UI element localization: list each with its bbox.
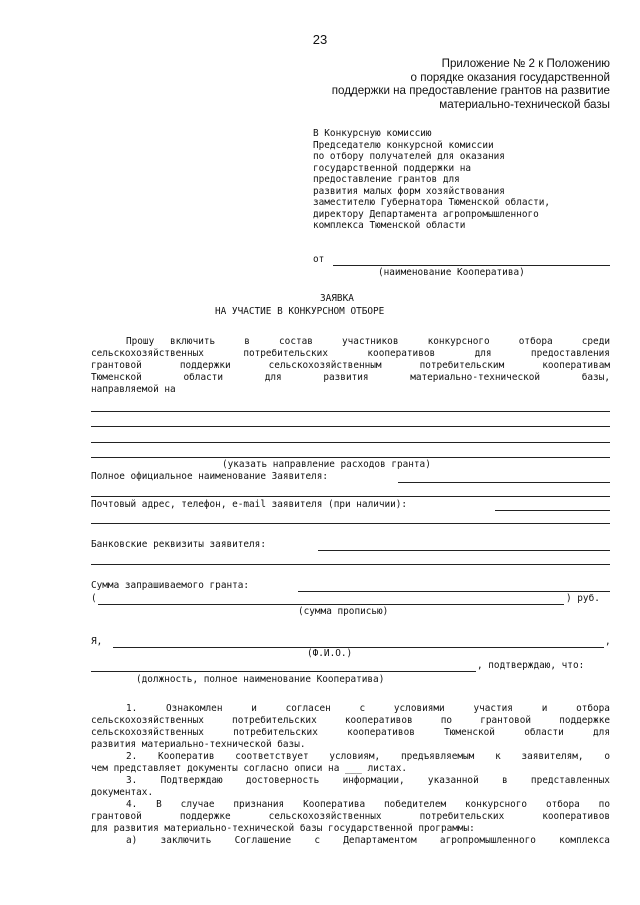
- appendix-header: [332, 57, 610, 111]
- word: поддержки: [179, 360, 231, 371]
- fio-comma: ,: [605, 636, 611, 647]
- word: сельскохозяйственных: [91, 727, 204, 738]
- word: с: [314, 835, 321, 846]
- from-caption: (наименование Кооператива): [378, 267, 525, 278]
- appendix-line: материально-технической базы: [439, 97, 610, 111]
- postal-address-field[interactable]: [495, 510, 610, 511]
- word: указанной: [427, 775, 479, 786]
- request-line: [91, 372, 610, 384]
- word: кооперативов: [347, 727, 415, 738]
- word: участия: [473, 703, 513, 714]
- word: Ознакомлен: [166, 703, 223, 714]
- word: В: [156, 799, 162, 810]
- appendix-line: поддержки на предоставление грантов на развитие: [331, 84, 610, 98]
- bank-details-field-extra[interactable]: [91, 564, 610, 565]
- item-4-line: для развития материально-технической базы государственной программы:: [91, 823, 475, 834]
- addressee-block: [313, 128, 613, 232]
- word: развития: [323, 372, 369, 383]
- word: сельскохозяйственных: [91, 715, 204, 726]
- word: Подтверждаю: [160, 775, 223, 786]
- postal-address-label: Почтовый адрес, телефон, e-mail заявителя (при наличии):: [91, 499, 408, 510]
- word: сельскохозяйственных: [268, 811, 382, 822]
- word: Кооператива: [303, 799, 366, 810]
- sum-caption: (сумма прописью): [298, 606, 389, 617]
- word: предоставления: [530, 348, 610, 359]
- full-name-label: Полное официальное наименование Заявителя:: [91, 471, 329, 482]
- addressee-line: В Конкурсную комиссию: [313, 128, 432, 139]
- direction-caption: (указать направление расходов гранта): [222, 459, 431, 470]
- word: включить: [170, 336, 216, 347]
- item-1-line: [91, 715, 610, 727]
- full-name-field[interactable]: [398, 482, 610, 483]
- position-field[interactable]: [91, 671, 476, 672]
- word: Соглашение: [234, 835, 292, 846]
- word: для: [593, 727, 610, 738]
- direction-fill-line[interactable]: [91, 442, 610, 443]
- sum-currency: ) руб.: [566, 593, 600, 604]
- word: и: [251, 703, 257, 714]
- word: кооперативов: [542, 811, 610, 822]
- request-line: [170, 336, 610, 348]
- word: представленных: [530, 775, 610, 786]
- item-3-line: [126, 775, 610, 787]
- word: а): [126, 835, 138, 846]
- request-indent-word: Прошу: [126, 336, 155, 347]
- word: потребительских: [243, 348, 328, 359]
- bank-details-field[interactable]: [318, 550, 610, 551]
- direction-fill-line[interactable]: [91, 457, 610, 458]
- item-1-line: [126, 703, 610, 715]
- request-line: [91, 360, 610, 372]
- word: отбора: [576, 703, 610, 714]
- word: поддержке: [179, 811, 231, 822]
- word: потребительских: [232, 715, 317, 726]
- addressee-line: развития малых форм хозяйствования: [313, 185, 505, 197]
- direction-fill-line[interactable]: [91, 411, 610, 412]
- fio-field[interactable]: [113, 647, 604, 648]
- addressee-line: предоставление грантов для: [313, 174, 460, 185]
- word: соответствует: [235, 751, 309, 762]
- position-caption: (должность, полное наименование Кооператива): [136, 674, 385, 685]
- appendix-line: о порядке оказания государственной: [410, 70, 610, 84]
- word: случае: [180, 799, 215, 810]
- word: 4.: [126, 799, 138, 810]
- word: условиями: [393, 703, 445, 714]
- word: грантовой: [91, 811, 142, 822]
- word: признания: [233, 799, 285, 810]
- word: грантовой: [480, 715, 532, 726]
- item-4-line: [91, 811, 610, 823]
- word: для: [264, 372, 282, 383]
- from-fill-line[interactable]: [333, 265, 610, 266]
- word: области: [183, 372, 224, 383]
- addressee-line: по отбору получателей для оказания: [313, 151, 505, 162]
- addressee-line: Председателю конкурсной комиссии: [313, 139, 494, 151]
- grant-sum-field[interactable]: [298, 591, 610, 592]
- word: агропромышленного: [439, 835, 536, 846]
- word: сельскохозяйственным: [268, 360, 382, 371]
- addressee-line: комплекса Тюменской области: [313, 220, 466, 231]
- word: 1.: [126, 703, 138, 714]
- word: кооперативам: [542, 360, 610, 371]
- word: достоверность: [245, 775, 320, 786]
- appendix-line: Приложение № 2 к Положению: [441, 57, 610, 70]
- item-3-line: документах.: [91, 787, 154, 798]
- word: потребительским: [419, 360, 505, 371]
- request-line: направляемой на: [91, 384, 176, 395]
- word: участников: [342, 336, 399, 347]
- postal-address-field-extra[interactable]: [91, 523, 610, 524]
- document-title: ЗАЯВКА: [320, 293, 354, 304]
- word: победителем: [384, 799, 447, 810]
- word: условиям,: [329, 751, 381, 762]
- word: потребительских: [419, 811, 505, 822]
- word: состав: [279, 336, 313, 347]
- grant-sum-label: Сумма запрашиваемого гранта:: [91, 580, 250, 591]
- item-4a-line: [126, 835, 610, 847]
- i-label: Я,: [91, 636, 103, 647]
- word: конкурсного: [427, 336, 490, 347]
- word: о: [604, 751, 610, 762]
- word: кооперативов: [344, 715, 413, 726]
- item-1-line: [91, 727, 610, 739]
- grant-sum-words-field[interactable]: [98, 604, 564, 605]
- word: информации,: [342, 775, 405, 786]
- sum-open-paren: (: [91, 593, 97, 604]
- word: для: [474, 348, 492, 359]
- word: грантовой: [91, 360, 142, 371]
- item-1-line: развития материально-технической базы.: [91, 739, 306, 750]
- word: 2.: [126, 751, 138, 762]
- word: Тюменской: [444, 727, 495, 738]
- word: в: [502, 775, 508, 786]
- word: в: [244, 336, 250, 347]
- fio-caption: (Ф.И.О.): [307, 648, 353, 659]
- word: и: [541, 703, 548, 714]
- full-name-field-extra[interactable]: [91, 496, 610, 497]
- word: 3.: [126, 775, 138, 786]
- word: заявителям,: [521, 751, 584, 762]
- item-2-line: чем представляет документы согласно описи на ___ листах.: [91, 763, 408, 774]
- word: сельскохозяйственных: [91, 348, 204, 359]
- item-2-line: [126, 751, 610, 763]
- word: базы,: [581, 372, 610, 383]
- word: потребительских: [233, 727, 318, 738]
- addressee-line: государственной поддержки на: [313, 162, 472, 174]
- word: конкурсного: [464, 799, 528, 810]
- confirm-text: , подтверждаю, что:: [477, 660, 585, 671]
- word: по: [598, 799, 610, 810]
- word: отбора: [545, 799, 580, 810]
- word: материально-технической: [410, 372, 541, 383]
- word: согласен: [285, 703, 331, 714]
- direction-fill-line[interactable]: [91, 426, 610, 427]
- request-line: [91, 348, 610, 360]
- word: Кооператив: [158, 751, 215, 762]
- word: кооперативов: [367, 348, 436, 359]
- addressee-line: заместителю Губернатора Тюменской области,: [313, 197, 551, 208]
- word: заключить: [160, 835, 212, 846]
- word: отбора: [518, 336, 553, 347]
- word: комплекса: [559, 835, 610, 846]
- word: Департаментом: [343, 835, 417, 846]
- word: среди: [581, 336, 610, 347]
- document-subtitle: НА УЧАСТИЕ В КОНКУРСНОМ ОТБОРЕ: [215, 306, 385, 317]
- word: области: [524, 727, 564, 738]
- addressee-line: директору Департамента агропромышленного: [313, 208, 539, 220]
- from-label: от: [313, 254, 325, 265]
- page-number: 23: [312, 32, 328, 47]
- word: предъявляемым: [400, 751, 475, 762]
- word: Тюменской: [91, 372, 142, 383]
- word: по: [440, 715, 453, 726]
- word: к: [495, 751, 501, 762]
- word: с: [359, 703, 366, 714]
- bank-details-label: Банковские реквизиты заявителя:: [91, 539, 266, 550]
- word: поддержке: [559, 715, 610, 726]
- item-4-line: [126, 799, 610, 811]
